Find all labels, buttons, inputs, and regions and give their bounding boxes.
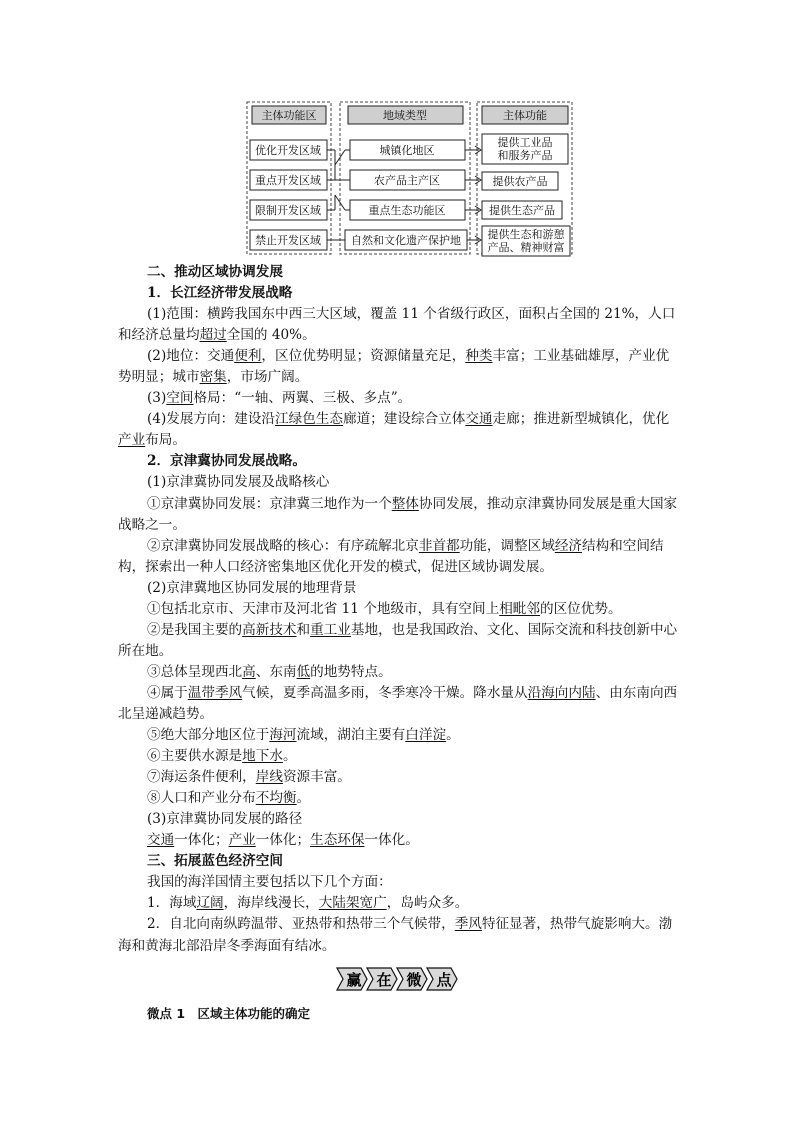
banner-char: 点 (436, 970, 452, 989)
paragraph: (4)发展方向：建设沿江绿色生态廊道；建设综合立体交通走廊；推进新型城镇化，优化产业布局。 (118, 411, 670, 449)
region-header: 地域类型 (383, 109, 427, 122)
paragraph: ③总体呈现西北高、东南低的地势特点。 (147, 663, 392, 680)
paragraph: 2．自北向南纵跨温带、亚热带和热带三个气候带，季风特征显著，热带气旋影响大。渤海和黄海北部沿岸冬季海面有结冰。 (118, 916, 673, 954)
subsection-heading: 1．长江经济带发展战略 (147, 285, 293, 302)
region-label: 重点生态功能区 (368, 204, 446, 217)
paragraph: (2)京津冀地区协同发展的地理背景 (147, 579, 357, 596)
arrow (465, 146, 481, 154)
zone-label: 禁止开发区域 (255, 234, 321, 247)
arrow (465, 176, 481, 184)
paragraph: ⑥主要供水源是地下水。 (147, 748, 297, 765)
arrow (465, 206, 481, 214)
paragraph: ②是我国主要的高新技术和重工业基地，也是我国政治、文化、国际交流和科技创新中心所在地。 (118, 621, 678, 659)
paragraph: ①京津冀协同发展：京津冀三地作为一个整体协同发展，推动京津冀协同发展是重大国家战略之一。 (118, 495, 678, 533)
section-heading: 三、拓展蓝色经济空间 (147, 853, 283, 870)
banner-char: 赢 (346, 970, 362, 989)
banner-graphic (335, 964, 461, 994)
paragraph: 1．海域辽阔，海岸线漫长，大陆架宽广，岛屿众多。 (147, 895, 469, 912)
connector-line (327, 150, 345, 180)
region-label: 自然和文化遗产保护地 (351, 234, 461, 247)
region-label: 城镇化地区 (379, 144, 435, 157)
zone-label: 重点开发区域 (255, 174, 321, 187)
connector-line (345, 150, 350, 210)
paragraph: 交通一体化；产业一体化；生态环保一体化。 (147, 832, 419, 849)
banner-char: 在 (376, 970, 392, 989)
function-label: 提供生态和游憩 (487, 228, 565, 241)
function-label: 提供生态产品 (489, 204, 555, 217)
paragraph: ④属于温带季风气候，夏季高温多雨，冬季寒冷干燥。降水量从沿海向内陆、由东南向西北呈递减趋势。 (118, 684, 678, 722)
arrow (467, 236, 481, 244)
banner (118, 961, 678, 997)
function-header: 主体功能 (503, 109, 547, 122)
function-label: 提供农产品 (492, 175, 548, 188)
micro-point-heading: 微点 1 区域主体功能的确定 (147, 1005, 311, 1021)
section-heading: 二、推动区域协调发展 (147, 264, 283, 280)
paragraph: (2)地位：交通便利，区位优势明显；资源储量充足，种类丰富；工业基础雄厚，产业优势明显；城市密集，市场广阔。 (118, 348, 670, 386)
zone-header: 主体功能区 (261, 109, 317, 122)
connector-line (327, 180, 345, 210)
paragraph: ①包括北京市、天津市及河北省 11 个地级市，具有空间上相毗邻的区位优势。 (147, 600, 622, 617)
function-label: 提供工业品 (497, 136, 553, 149)
paragraph: (1)范围：横跨我国东中西三大区域，覆盖 11 个省级行政区，面积占全国的 21%，人口和经济总量均超过全国的 40%。 (118, 306, 676, 344)
banner-char: 微 (406, 970, 422, 989)
paragraph: ②京津冀协同发展战略的核心：有序疏解北京非首都功能，调整区域经济结构和空间结构，探索出一种人口经济密集地区优化开发的模式，促进区域协调发展。 (118, 537, 664, 575)
subsection-heading: 2．京津冀协同发展战略。 (147, 453, 306, 470)
region-label: 农产品主产区 (374, 174, 440, 187)
function-label: 产品、精神财富 (487, 241, 565, 254)
main-function-zone-diagram (245, 100, 575, 260)
zone-label: 优化开发区域 (255, 144, 321, 157)
paragraph: ⑦海运条件便利，岸线资源丰富。 (147, 769, 351, 786)
body-text (118, 262, 678, 1024)
function-label: 和服务产品 (497, 149, 553, 162)
paragraph: (3)京津冀协同发展的路径 (147, 811, 303, 828)
paragraph: (3)空间格局：“一轴、两翼、三极、多点”。 (147, 390, 412, 407)
zone-label: 限制开发区域 (255, 204, 321, 217)
paragraph: ⑧人口和产业分布不均衡。 (147, 790, 311, 807)
paragraph: (1)京津冀协同发展及战略核心 (147, 474, 330, 491)
paragraph: ⑤绝大部分地区位于海河流域，湖泊主要有白洋淀。 (147, 727, 460, 744)
paragraph: 我国的海洋国情主要包括以下几个方面： (147, 874, 392, 891)
